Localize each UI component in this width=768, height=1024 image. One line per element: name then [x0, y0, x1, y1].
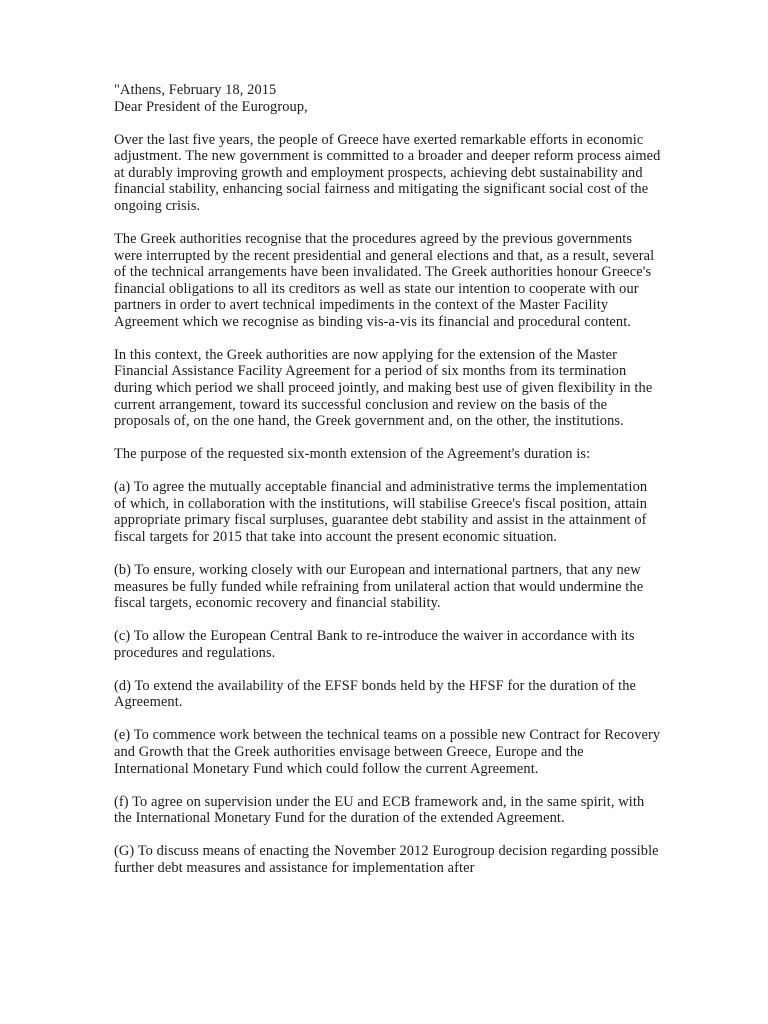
letter-body	[114, 82, 662, 876]
paragraph-item-d: (d) To extend the availability of the EFSF bonds held by the HFSF for the duration of the Agreement.	[114, 677, 637, 711]
paragraph-item-b: (b) To ensure, working closely with our European and international partners, that any new measures be fully funded while refraining from unilateral action that would undermine the fiscal targets, economic recovery and financial stability.	[114, 562, 644, 612]
paragraph-item-e: (e) To commence work between the technical teams on a possible new Contract for Recovery and Growth that the Greek authorities envisage between Greece, Europe and the International Monetary Fund which could follow the current Agreement.	[114, 727, 661, 777]
salutation-line: Dear President of the Eurogroup,	[114, 98, 308, 115]
paragraph-purpose: The purpose of the requested six-month extension of the Agreement's duration is:	[114, 446, 591, 463]
paragraph-intro: Over the last five years, the people of Greece have exerted remarkable efforts in economic adjustment. The new government is committed to a broader and deeper reform process aimed at durably improving growth and employment prospects, achieving debt sustainability and financial stability, enhancing social fairness and mitigating the significant social cost of the ongoing crisis.	[114, 131, 661, 214]
paragraph-item-g: (G) To discuss means of enacting the November 2012 Eurogroup decision regarding possible further debt measures and assistance for implementation after	[114, 843, 659, 876]
paragraph-item-c: (c) To allow the European Central Bank to re-introduce the waiver in accordance with its procedures and regulations.	[114, 628, 635, 661]
paragraph-item-a: (a) To agree the mutually acceptable financial and administrative terms the implementation of which, in collaboration with the institutions, will stabilise Greece's fiscal position, attain appropriate primary fiscal surpluses, guarantee debt stability and assist in the attainment of fiscal targets for 2015 that take into account the present economic situation.	[114, 479, 648, 546]
paragraph-item-f: (f) To agree on supervision under the EU and ECB framework and, in the same spirit, with the International Monetary Fund for the duration of the extended Agreement.	[114, 793, 645, 827]
place-date-line: "Athens, February 18, 2015	[114, 82, 277, 98]
paragraph-extension-request: In this context, the Greek authorities are now applying for the extension of the Master Financial Assistance Facility Agreement for a period of six months from its termination during which period we shall proceed jointly, and making best use of given flexibility in the current arrangement, toward its successful conclusion and review on the basis of the proposals of, on the one hand, the Greek government and, on the other, the institutions.	[114, 346, 653, 430]
paragraph-recognition: The Greek authorities recognise that the procedures agreed by the previous governments were interrupted by the recent presidential and general elections and that, as a result, several of the technical arrangements have been invalidated. The Greek authorities honour Greece's financial obligations to all its creditors as well as state our intention to cooperate with our partners in order to avert technical impediments in the context of the Master Facility Agreement which we recognise as binding vis-a-vis its financial and procedural content.	[114, 230, 655, 330]
